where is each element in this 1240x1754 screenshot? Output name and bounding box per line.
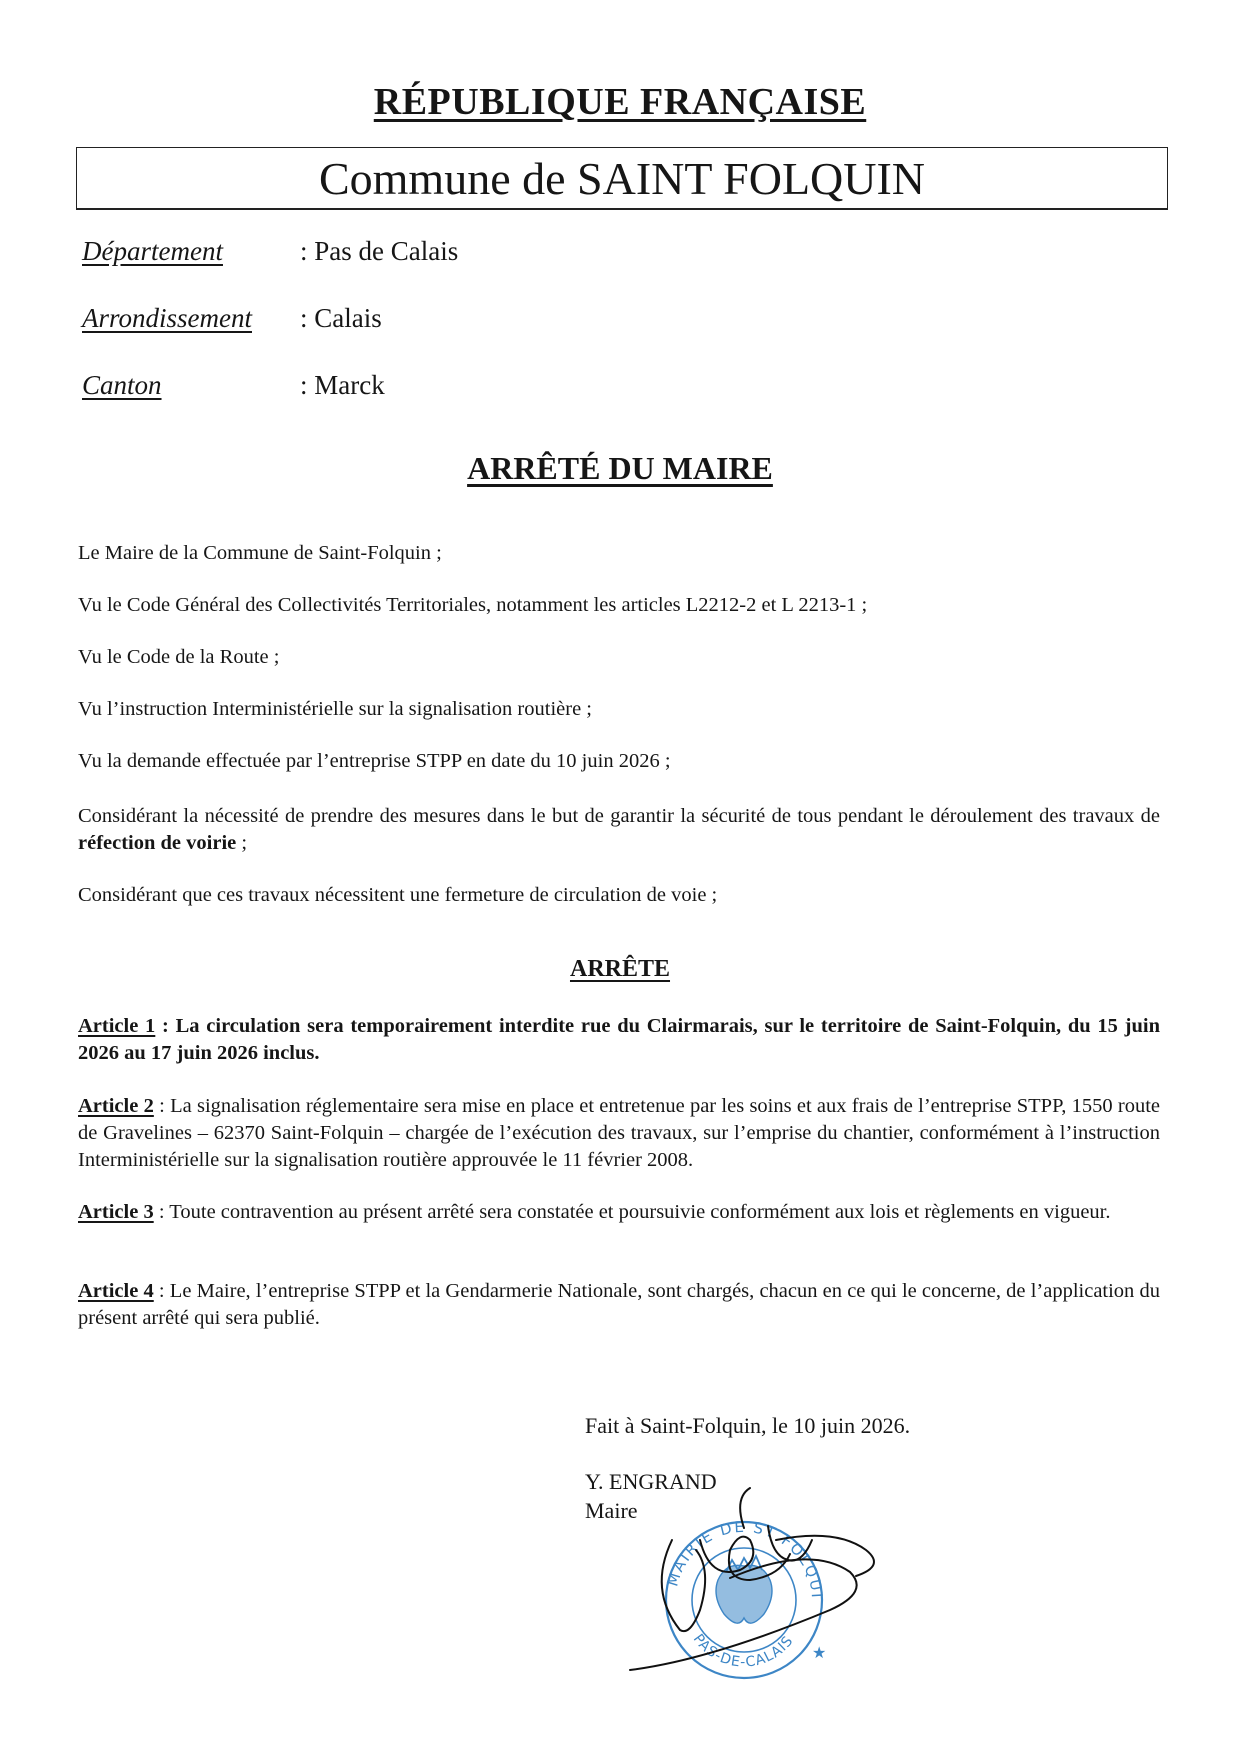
official-stamp — [600, 1480, 826, 1678]
signature-place-date: Fait à Saint-Folquin, le 10 juin 2026. — [585, 1413, 911, 1438]
considerant-text: Considérant la nécessité de prendre des mesures dans le but de garantir la sécurité de tous pendant le déroulement des travaux de — [78, 805, 1160, 827]
article-1-label: Article 1 — [78, 1015, 156, 1037]
signature-name: Y. ENGRAND — [585, 1469, 717, 1494]
commune-title-box — [76, 147, 1168, 210]
considerant-end: ; — [236, 832, 248, 854]
stamp-text-bottom: PAS-DE-CALAIS — [689, 1631, 797, 1671]
preamble-vu-demande: Vu la demande effectuée par l’entreprise STPP en date du 10 juin 2026 ; — [78, 750, 671, 772]
stamp-and-signature — [600, 1480, 940, 1700]
info-label: Arrondissement — [82, 303, 252, 333]
article-3-text: : Toute contravention au présent arrêté sera constatée et poursuivie conformément aux lois et règlements en vigueur. — [153, 1201, 1111, 1223]
republic-heading: RÉPUBLIQUE FRANÇAISE — [373, 81, 867, 123]
official-stamp-graphic — [600, 1480, 940, 1700]
info-value: : Marck — [300, 370, 385, 400]
preamble-considerant-2: Considérant que ces travaux nécessitent une fermeture de circulation de voie ; — [78, 884, 718, 906]
article-2-text: : La signalisation réglementaire sera mise en place et entretenue par les soins et aux frais de l’entreprise STPP, 1550 route de Gravelines – 62370 Saint-Folquin – chargée de l’exécution des travaux, sur l’emprise du chantier, conformément à l’instruction Interministérielle sur la signalisation routière approuvée le 11 février 2008. — [78, 1095, 1160, 1171]
arrete-heading: ARRÊTE — [569, 956, 671, 982]
preamble-considerant-1 — [78, 803, 1160, 857]
preamble-vu-cgct: Vu le Code Général des Collectivités Territoriales, notamment les articles L2212-2 et L 2213-1 ; — [78, 594, 868, 616]
info-label: Département — [82, 236, 223, 266]
info-value: : Calais — [300, 303, 382, 333]
article-4-text: : Le Maire, l’entreprise STPP et la Gendarmerie Nationale, sont chargés, chacun en ce qui le concerne, de l’application du présent arrêté qui sera publié. — [78, 1280, 1160, 1329]
info-value: : Pas de Calais — [300, 236, 459, 266]
preamble-vu-route: Vu le Code de la Route ; — [78, 646, 280, 668]
stamp-text-top: MAIRIE DE ST FOLQUI — [663, 1517, 827, 1600]
info-label: Canton — [82, 370, 162, 400]
article-2 — [78, 1093, 1160, 1174]
decree-title: ARRÊTÉ DU MAIRE — [467, 450, 773, 486]
considerant-bold-text: réfection de voirie — [78, 832, 237, 854]
article-2-label: Article 2 — [78, 1095, 154, 1117]
preamble-vu-instruction: Vu l’instruction Interministérielle sur la signalisation routière ; — [78, 698, 592, 720]
article-4-label: Article 4 — [78, 1280, 154, 1302]
commune-title: Commune de SAINT FOLQUIN — [318, 153, 926, 204]
article-1 — [78, 1013, 1160, 1067]
article-3-label: Article 3 — [78, 1201, 154, 1223]
article-4 — [78, 1278, 1160, 1332]
article-1-text: : La circulation sera temporairement interdite rue du Clairmarais, sur le territoire de Saint-Folquin, du 15 juin 2026 au 17 juin 2026 inclus. — [78, 1015, 1160, 1064]
preamble-maire: Le Maire de la Commune de Saint-Folquin ; — [78, 542, 442, 564]
article-3 — [78, 1199, 1160, 1226]
signature-role: Maire — [585, 1498, 638, 1523]
svg-text:★: ★ — [812, 1645, 827, 1662]
